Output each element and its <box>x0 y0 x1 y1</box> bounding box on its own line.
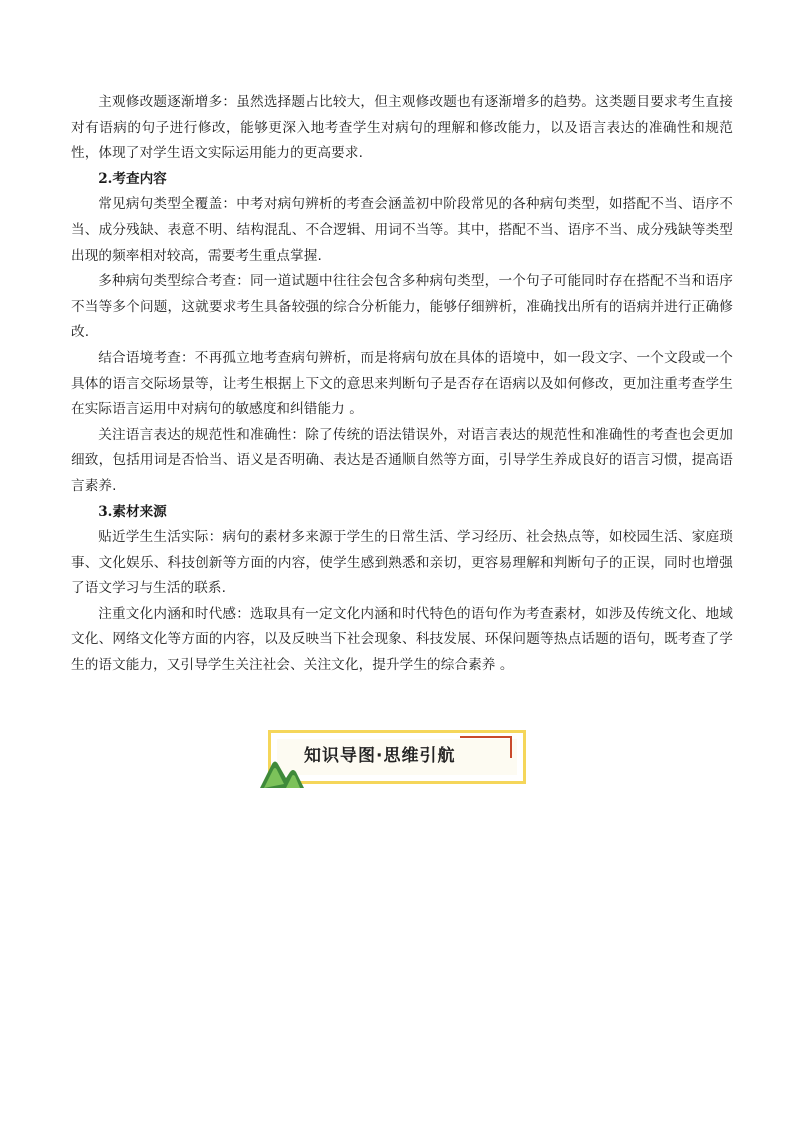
section-banner <box>260 728 528 788</box>
mountain-icon <box>260 754 304 788</box>
section-heading-sources: 3.素材来源 <box>98 503 167 520</box>
paragraph-context: 结合语境考查：不再孤立地考查病句辨析，而是将病句放在具体的语境中，如一段文字、一个文段或一个具体的语言交际场景等，让考生根据上下文的意思来判断句子是否存在语病以及如何修改，更加注重考查学生在实际语言运用中对病句的敏感度和纠错能力 。 <box>71 349 733 418</box>
paragraph-combined-types: 多种病句类型综合考查：同一道试题中往往会包含多种病句类型，一个句子可能同时存在搭配不当和语序不当等多个问题，这就要求考生具备较强的综合分析能力，能够仔细辨析，准确找出所有的语病并进行正确修改. <box>71 273 733 341</box>
section-heading-content: 2.考查内容 <box>98 170 167 187</box>
paragraph-subjective-revision: 主观修改题逐渐增多：虽然选择题占比较大，但主观修改题也有逐渐增多的趋势。这类题目要求考生直接对有语病的句子进行修改，能够更深入地考查学生对病句的理解和修改能力，以及语言表达的准确性和规范性，体现了对学生语文实际运用能力的更高要求. <box>71 94 733 162</box>
paragraph-real-life: 贴近学生生活实际：病句的素材多来源于学生的日常生活、学习经历、社会热点等，如校园生活、家庭琐事、文化娱乐、科技创新等方面的内容，使学生感到熟悉和亲切，更容易理解和判断句子的正误，同时也增强了语文学习与生活的联系. <box>71 529 733 597</box>
document-body <box>71 90 733 679</box>
paragraph-standards: 关注语言表达的规范性和准确性：除了传统的语法错误外，对语言表达的规范性和准确性的考查也会更加细致，包括用词是否恰当、语义是否明确、表达是否通顺自然等方面，引导学生养成良好的语言习惯，提高语言素养. <box>71 426 733 494</box>
banner-title: 知识导图·思维引航 <box>304 746 456 766</box>
paragraph-common-types: 常见病句类型全覆盖：中考对病句辨析的考查会涵盖初中阶段常见的各种病句类型，如搭配不当、语序不当、成分残缺、表意不明、结构混乱、不合逻辑、用词不当等。其中，搭配不当、语序不当、成分残缺等类型出现的频率相对较高，需要考生重点掌握. <box>71 196 733 264</box>
paragraph-culture: 注重文化内涵和时代感：选取具有一定文化内涵和时代特色的语句作为考查素材，如涉及传统文化、地域文化、网络文化等方面的内容，以及反映当下社会现象、科技发展、环保问题等热点话题的语句，既考查了学生的语文能力，又引导学生关注社会、关注文化，提升学生的综合素养 。 <box>71 605 733 674</box>
banner-red-accent-horizontal <box>460 736 512 738</box>
banner-red-accent-vertical <box>510 736 512 758</box>
